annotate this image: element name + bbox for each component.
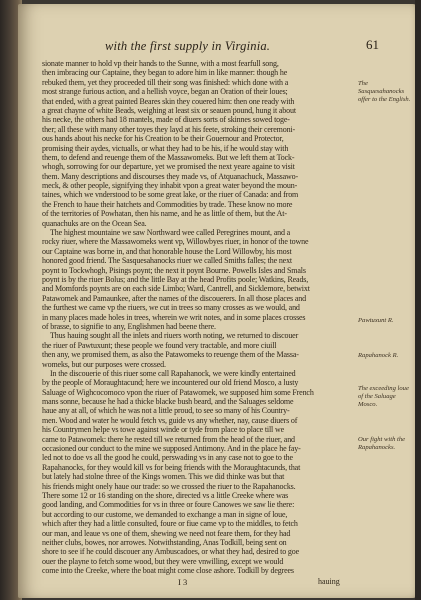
text-line: promising their aydes, victualls, or what they had to be his, if he would stay with bbox=[42, 143, 289, 153]
text-line: poynt is by the riuer Bolus; and the little Bay at the head Profits poole; Watkins, Reads, bbox=[42, 274, 309, 284]
text-line: of brasse, to signifie to any, Englishmen had beene there. bbox=[42, 321, 216, 331]
signature-mark: I 3 bbox=[178, 577, 188, 587]
text-line: meck, & other people, signifying they inhabit vpon a great water beyond the moun- bbox=[42, 181, 298, 191]
text-line: led not to doe vs all the good he could, perswading vs in any case not to goe to the bbox=[42, 453, 293, 463]
text-line: ous hands about his necke for his Creation to be their Gouernour and Protector, bbox=[42, 134, 284, 144]
text-line: his friends might onely haue our trade: so we crossed the riuer to the Rapahanocks. bbox=[42, 481, 296, 491]
text-line: Saluage of Wighcocomoco vpon the riuer of Patawomek, we supposed him some French bbox=[42, 387, 314, 397]
text-line: his necke, the others had 18 mantels, made of diuers sorts of skinnes sowed toge- bbox=[42, 115, 290, 125]
text-line: then any, we promised them, as also the Patawomeks to reuenge them of the Massa- bbox=[42, 350, 299, 360]
text-line: came to Patawomek: there he rested till we returned from the head of the riuer, and bbox=[42, 434, 295, 444]
text-line: by the people of Moraughtacund; here we incountered our old friend Mosco, a lusty bbox=[42, 378, 299, 388]
text-line: our Captaine was borne in, and that honorable house the Lord Willowby, his most bbox=[42, 246, 292, 256]
text-line: sionate manner to hold vp their hands to the Sunne, with a most fearfull song, bbox=[42, 59, 279, 68]
text-line: but lately had stolne three of the Kings women. This we did thinke was but that bbox=[42, 472, 285, 482]
margin-note-fight: Our fight with the Rapahanocks. bbox=[358, 436, 406, 451]
text-line: taines, which we vnderstood to be some great lake, or the riuer of Canada: and from bbox=[42, 190, 299, 200]
text-line: men. Wood and water he would fetch vs, guide vs any whether, nay, cause diuers of bbox=[42, 415, 298, 425]
margin-note-pawtuxunt: Pawtuxunt R. bbox=[358, 317, 394, 324]
text-line: rocky riuer, where the Massawomeks went vp, Willowbyes riuer, in honor of the towne bbox=[42, 237, 309, 247]
text-line: most strange furious action, and a hellish voyce, began an Oration of their loues; bbox=[42, 87, 288, 97]
text-line: occasioned our conduct to the mine we supposed Antimony. And in the place he fay- bbox=[42, 444, 301, 454]
text-line: the furthest we came vp the riuers, we cut in trees so many crosses as we would, and bbox=[42, 303, 300, 313]
text-line: whogh, sorrowing for our departure, yet we promised the next yeare againe to visit bbox=[42, 162, 295, 172]
text-line: In the discouerie of this riuer some call Rapahanock, we were kindly entertained bbox=[50, 368, 296, 378]
running-title: with the first supply in Virginia. bbox=[105, 39, 271, 53]
catchword: hauing bbox=[318, 577, 340, 586]
margin-note-sasquesahanocks: The Sasquesahanocks offer to the English. bbox=[358, 80, 411, 103]
text-line: which after they had a little consulted, foure or fiue came vp to the middles, to fetch bbox=[42, 519, 298, 529]
text-line: quanachuks are on the Ocean Sea. bbox=[42, 218, 147, 228]
text-line: in many places made holes in trees, wherein we writ notes, and in some places crosses bbox=[42, 312, 306, 322]
text-line: mans sonne, because he had a thicke blacke bush beard, and the Saluages seldome bbox=[42, 397, 294, 407]
text-line: poynt to Tockwhogh, Pisings poynt; the next it poynt Bourne. Powells Isles and Smals bbox=[42, 265, 306, 275]
text-line: honored good friend. The Sasquesahanocks riuer we called Smiths falles; the next bbox=[42, 256, 293, 266]
text-line: Rapahanocks, for they would kill vs for being friends with the Moraughtacunds, that bbox=[42, 462, 301, 472]
text-line: a great chayne of white Beads, weighing at least six or seauen pound, hung it about bbox=[42, 105, 296, 115]
text-line: womeks, but our purposes were crossed. bbox=[42, 359, 166, 369]
text-line: The highest mountaine we saw Northward wee called Peregrines mount, and a bbox=[50, 228, 291, 238]
margin-note-mosco: The exceeding loue of the Saluage Mosco. bbox=[358, 385, 409, 408]
text-line: haue any at all, of which he was not a little proud, to see so many of his Country- bbox=[42, 406, 290, 416]
text-line: ouer the playne to fetch some wood, but they were vnwilling, except we would bbox=[42, 556, 284, 566]
text-line: the riuer of Pawtuxunt; these people we found very tractable, and more ciuill bbox=[42, 340, 277, 350]
margin-note-rapahanock: Rapahanock R. bbox=[358, 352, 399, 359]
text-line: There some 12 or 16 standing on the shore, directed vs a little Creeke where was bbox=[42, 490, 289, 500]
text-line: Patawomek and Pamaunkee, after the names of the discouerers. In all those places and bbox=[42, 293, 306, 303]
text-line: them. Many descriptions and discourses they made vs, of Atquanachuck, Massawo- bbox=[42, 171, 299, 181]
text-line: but according to our custome, we demanded to exchange a man in signe of loue, bbox=[42, 509, 288, 519]
text-line: the French to haue their hatchets and Commodities by trade. These know no more bbox=[42, 199, 293, 209]
text-line: then imbracing our Captaine, they began to adore him in like manner: though he bbox=[42, 68, 288, 78]
page-edge-shadow bbox=[415, 0, 421, 600]
body-text-block bbox=[42, 59, 347, 575]
text-line: his Countrymen helpe vs towe against winde or tyde from place to place till we bbox=[42, 425, 285, 435]
text-line: that ended, with a great painted Beares skin they couered him: then one ready with bbox=[42, 96, 295, 106]
text-line: them, to defend and reuenge them of the Massawomeks. But we left them at Tock- bbox=[42, 152, 295, 162]
text-line: rebuked them, yet they proceeded till their song was finished: which done with a bbox=[42, 77, 289, 87]
text-line: ther; all these with many other toyes they layd at his feete, stroking their ceremoni- bbox=[42, 124, 296, 134]
text-line: of the territories of Powhatan, then his name, and he as little of them, but the At- bbox=[42, 209, 287, 219]
text-line: Thus hauing sought all the inlets and riuers worth noting, we returned to discouer bbox=[50, 331, 299, 341]
text-line: neither clubs, bowes, nor arrowes. Notwithstanding, Anas Todkill, being sent on bbox=[42, 537, 287, 547]
text-line: come into the Creeke, where the boat might come close ashore. Todkill by degrees bbox=[42, 566, 294, 576]
page-number: 61 bbox=[366, 37, 379, 52]
text-line: good landing, and Commodities for vs in three or foure Canowes we saw lie there: bbox=[42, 500, 295, 510]
text-line: and Momfords poynts are on each side Limbo; Ward, Cantrell, and Sicklemore, betwixt bbox=[42, 284, 310, 294]
text-line: shore to see if he could discouer any Ambuscadoes, or what they had, desired to goe bbox=[42, 547, 300, 557]
text-line: our man, and leaue vs one of them, shewing we need not feare them, for they had bbox=[42, 528, 291, 538]
